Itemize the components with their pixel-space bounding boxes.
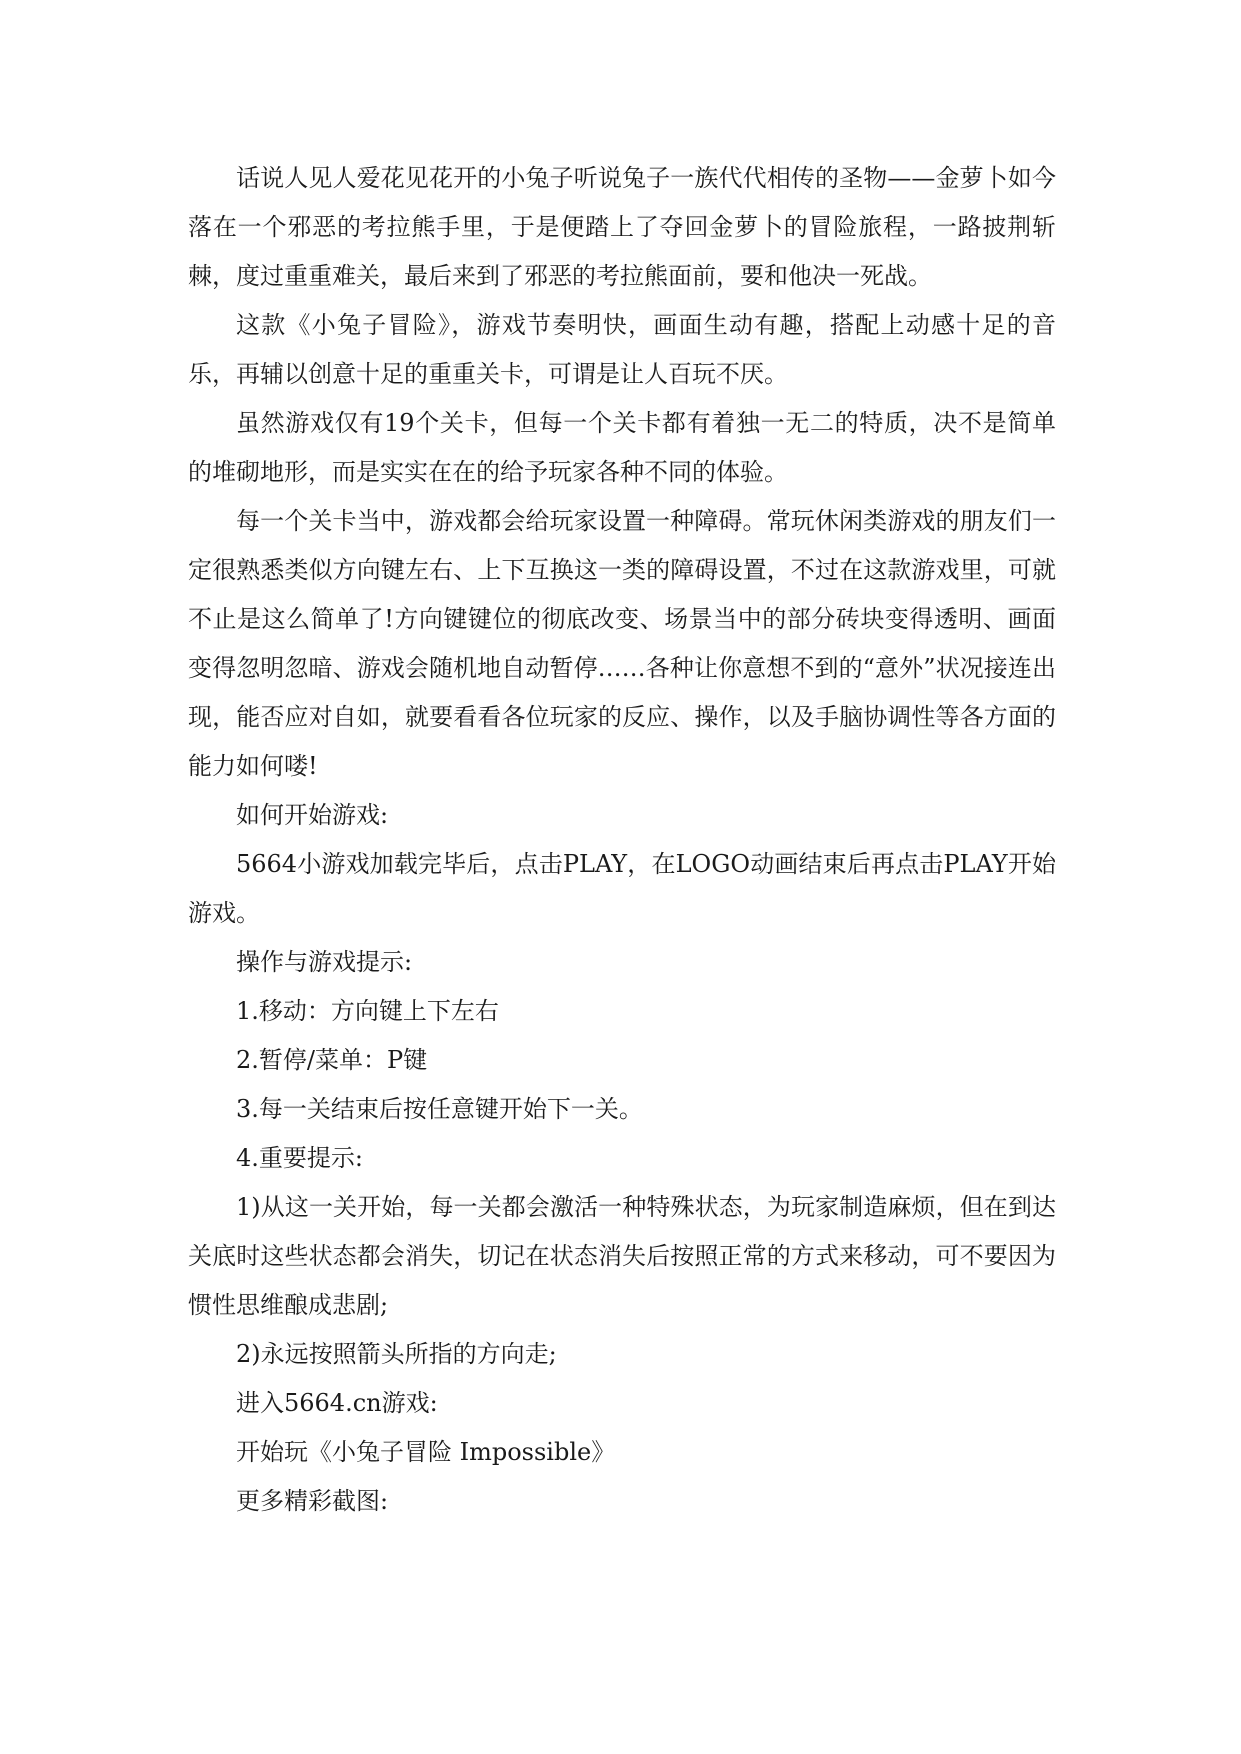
article-body — [188, 154, 1056, 1526]
tip-move: 1.移动：方向键上下左右 — [236, 997, 499, 1025]
paragraph-enter-site: 进入5664.cn游戏: — [236, 1389, 438, 1417]
tip-follow-arrow: 2)永远按照箭头所指的方向走; — [236, 1340, 557, 1368]
paragraph-story-intro: 话说人见人爱花见花开的小兔子听说兔子一族代代相传的圣物——金萝卜如今落在一个邪恶的考拉熊手里，于是便踏上了夺回金萝卜的冒险旅程，一路披荆斩棘，度过重重难关，最后来到了邪恶的考拉熊面前，要和他决一死战。 — [188, 164, 1056, 290]
tip-important: 4.重要提示: — [236, 1144, 363, 1172]
paragraph-levels: 虽然游戏仅有19个关卡，但每一个关卡都有着独一无二的特质，决不是简单的堆砌地形，而是实实在在的给予玩家各种不同的体验。 — [188, 409, 1056, 486]
heading-controls-tips: 操作与游戏提示: — [236, 948, 413, 976]
heading-how-to-start: 如何开始游戏: — [236, 801, 389, 829]
tip-pause-menu: 2.暂停/菜单：P键 — [236, 1046, 428, 1074]
paragraph-start-instructions: 5664小游戏加载完毕后，点击PLAY，在LOGO动画结束后再点击PLAY开始游戏。 — [188, 850, 1056, 927]
paragraph-start-play: 开始玩《小兔子冒险 Impossible》 — [236, 1438, 616, 1466]
paragraph-more-screenshots: 更多精彩截图: — [236, 1487, 389, 1515]
tip-next-level: 3.每一关结束后按任意键开始下一关。 — [236, 1095, 643, 1123]
paragraph-game-summary: 这款《小兔子冒险》，游戏节奏明快，画面生动有趣，搭配上动感十足的音乐，再辅以创意十足的重重关卡，可谓是让人百玩不厌。 — [188, 311, 1056, 388]
tip-special-status: 1)从这一关开始，每一关都会激活一种特殊状态，为玩家制造麻烦，但在到达关底时这些状态都会消失，切记在状态消失后按照正常的方式来移动，可不要因为惯性思维酿成悲剧; — [188, 1193, 1056, 1319]
paragraph-obstacles: 每一个关卡当中，游戏都会给玩家设置一种障碍。常玩休闲类游戏的朋友们一定很熟悉类似方向键左右、上下互换这一类的障碍设置，不过在这款游戏里，可就不止是这么简单了!方向键键位的彻底改变、场景当中的部分砖块变得透明、画面变得忽明忽暗、游戏会随机地自动暂停……各种让你意想不到的“意外”状况接连出现，能否应对自如，就要看看各位玩家的反应、操作，以及手脑协调性等各方面的能力如何喽! — [188, 507, 1056, 780]
